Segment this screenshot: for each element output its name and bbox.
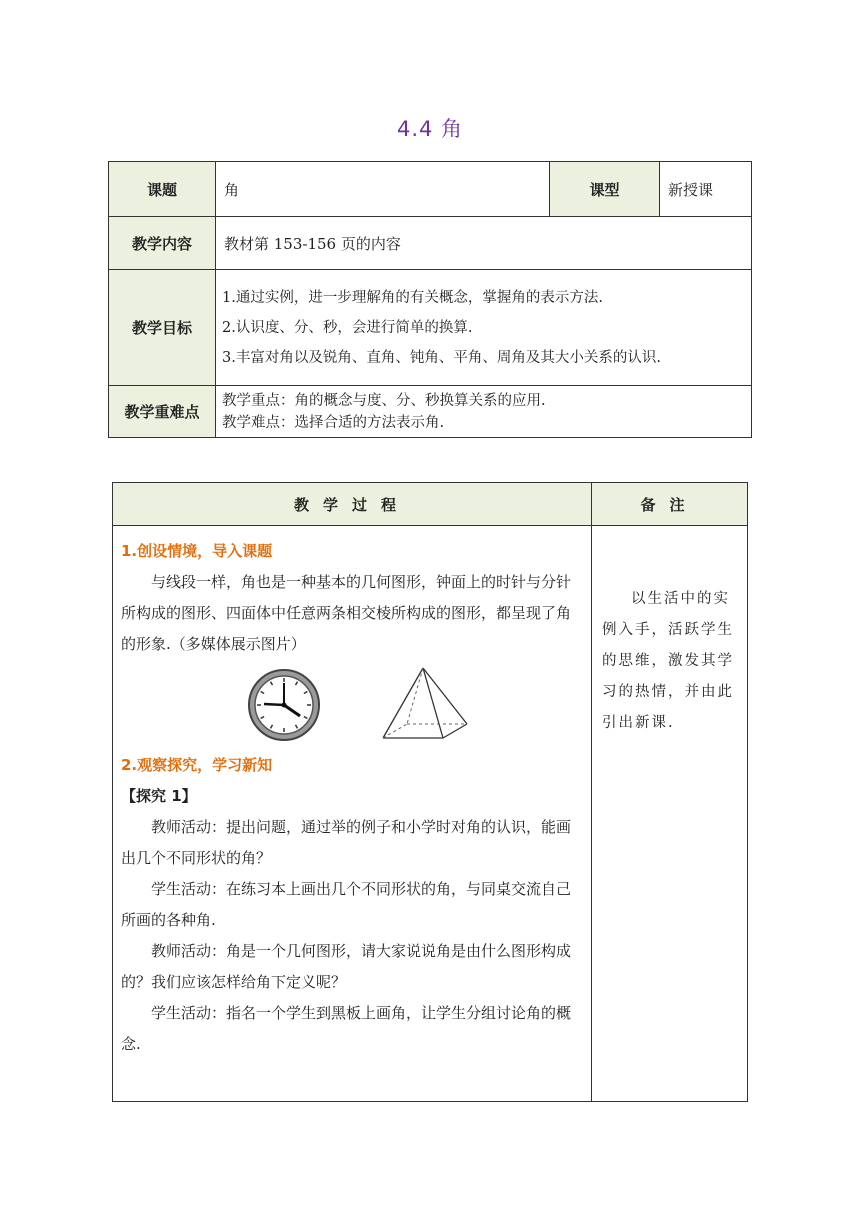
- goals-value: [216, 270, 752, 386]
- difficult-point: 教学难点：选择合适的方法表示角.: [222, 414, 445, 431]
- note-text: 以生活中的实例入手，活跃学生的思维，激发其学习的热情，并由此引出新课.: [602, 591, 734, 731]
- content-row: [109, 217, 752, 270]
- activity-paragraph: 教师活动：角是一个几何图形，请大家说说角是由什么图形构成的？我们应该怎样给角下定义呢？: [121, 942, 572, 991]
- illustrations: [121, 662, 583, 746]
- process-header: 教学过程: [113, 483, 592, 526]
- teaching-process-table: [112, 482, 748, 1102]
- process-header-row: [113, 483, 748, 526]
- goals-label: 教学目标: [109, 270, 216, 386]
- activity-paragraph: 学生活动：指名一个学生到黑板上画角，让学生分组讨论角的概念.: [121, 1004, 572, 1053]
- section-heading: 2.观察探究，学习新知: [121, 756, 273, 774]
- topic-row: [109, 162, 752, 217]
- goal-item: 3.丰富对角以及锐角、直角、钝角、平角、周角及其大小关系的认识.: [222, 349, 661, 366]
- intro-paragraph: 与线段一样，角也是一种基本的几何图形，钟面上的时针与分针所构成的图形、四面体中任意两条相交棱所构成的图形，都呈现了角的形象.（多媒体展示图片）: [121, 573, 572, 653]
- section-heading: 1.创设情境，导入课题: [121, 542, 273, 560]
- clock-icon: [247, 668, 321, 742]
- difficulty-label: 教学重难点: [109, 386, 216, 438]
- topic-value: 角: [216, 162, 550, 217]
- activity-paragraph: 学生活动：在练习本上画出几个不同形状的角，与同桌交流自己所画的各种角.: [121, 880, 572, 929]
- topic-label: 课题: [109, 162, 216, 217]
- process-body-row: [113, 526, 748, 1102]
- goals-row: [109, 270, 752, 386]
- pyramid-icon: [377, 664, 473, 744]
- goal-item: 1.通过实例，进一步理解角的有关概念，掌握角的表示方法.: [222, 289, 603, 306]
- type-value: 新授课: [660, 162, 752, 217]
- note-header: 备注: [592, 483, 748, 526]
- lesson-info-table: [108, 161, 752, 438]
- activity-paragraph: 教师活动：提出问题，通过举的例子和小学时对角的认识，能画出几个不同形状的角？: [121, 818, 572, 867]
- process-content: [113, 526, 592, 1102]
- goal-item: 2.认识度、分、秒，会进行简单的换算.: [222, 319, 473, 336]
- difficulty-value: [216, 386, 752, 438]
- note-content: [592, 526, 748, 1102]
- content-value: 教材第 153-156 页的内容: [216, 217, 752, 270]
- explore-heading: 【探究 1】: [121, 787, 197, 805]
- difficulty-row: [109, 386, 752, 438]
- key-point: 教学重点：角的概念与度、分、秒换算关系的应用.: [222, 392, 546, 409]
- content-label: 教学内容: [109, 217, 216, 270]
- type-label: 课型: [550, 162, 660, 217]
- page-title: 4.4 角: [396, 117, 464, 141]
